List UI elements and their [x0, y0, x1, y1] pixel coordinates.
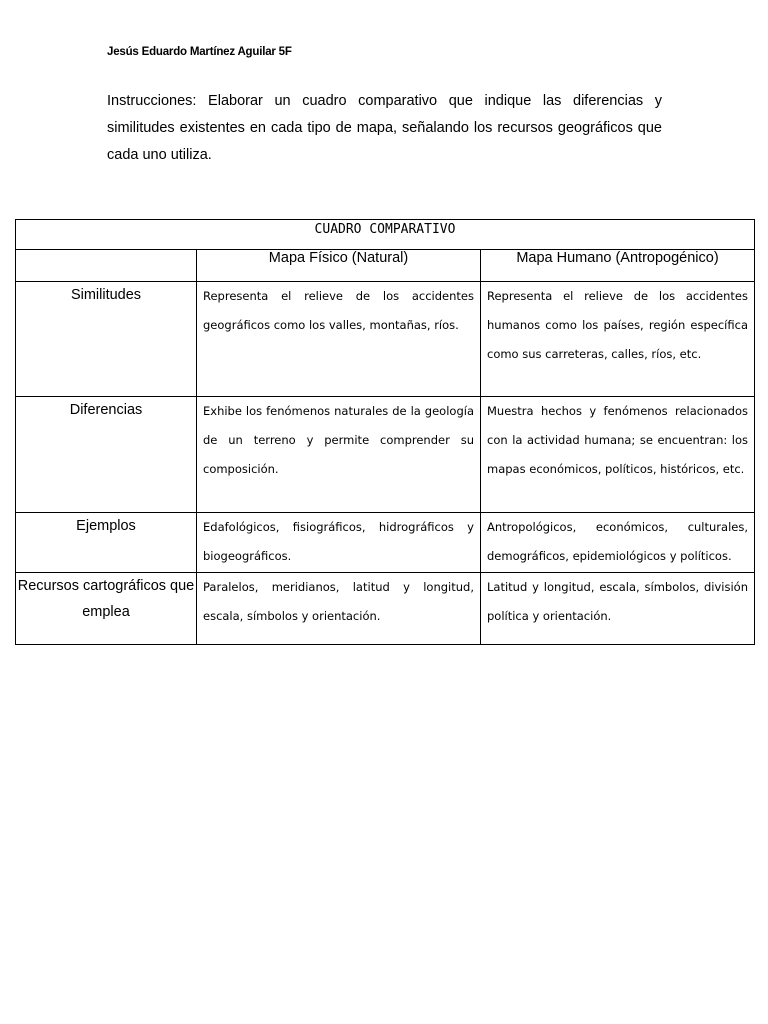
table-row	[16, 282, 755, 397]
cell-humano: Latitud y longitud, escala, símbolos, división política y orientación.	[481, 573, 755, 645]
cell-fisico: Representa el relieve de los accidentes geográficos como los valles, montañas, ríos.	[197, 282, 481, 397]
cell-fisico: Exhibe los fenómenos naturales de la geología de un terreno y permite comprender su composición.	[197, 397, 481, 513]
row-label-recursos: Recursos cartográficos que emplea	[16, 573, 197, 645]
table-row	[16, 397, 755, 513]
table-header-row	[16, 250, 755, 282]
column-header-fisico: Mapa Físico (Natural)	[197, 250, 481, 282]
cell-humano: Antropológicos, económicos, culturales, demográficos, epidemiológicos y políticos.	[481, 513, 755, 573]
author-name: Jesús Eduardo Martínez Aguilar 5F	[107, 46, 292, 58]
table-title: CUADRO COMPARATIVO	[16, 220, 755, 250]
row-label-ejemplos: Ejemplos	[16, 513, 197, 573]
table-row	[16, 573, 755, 645]
table-title-row	[16, 220, 755, 250]
cell-humano: Representa el relieve de los accidentes humanos como los países, región específica como sus carreteras, calles, ríos, etc.	[481, 282, 755, 397]
cell-humano: Muestra hechos y fenómenos relacionados con la actividad humana; se encuentran: los mapas económicos, políticos, históricos, etc.	[481, 397, 755, 513]
table-row	[16, 513, 755, 573]
column-header-humano: Mapa Humano (Antropogénico)	[481, 250, 755, 282]
cell-fisico: Edafológicos, fisiográficos, hidrográficos y biogeográficos.	[197, 513, 481, 573]
row-label-diferencias: Diferencias	[16, 397, 197, 513]
cell-fisico: Paralelos, meridianos, latitud y longitud, escala, símbolos y orientación.	[197, 573, 481, 645]
header-empty-cell	[16, 250, 197, 282]
instructions-paragraph: Instrucciones: Elaborar un cuadro comparativo que indique las diferencias y similitudes existentes en cada tipo de mapa, señalando los recursos geográficos que cada uno utiliza.	[107, 93, 662, 163]
row-label-similitudes: Similitudes	[16, 282, 197, 397]
comparison-table	[15, 219, 755, 645]
